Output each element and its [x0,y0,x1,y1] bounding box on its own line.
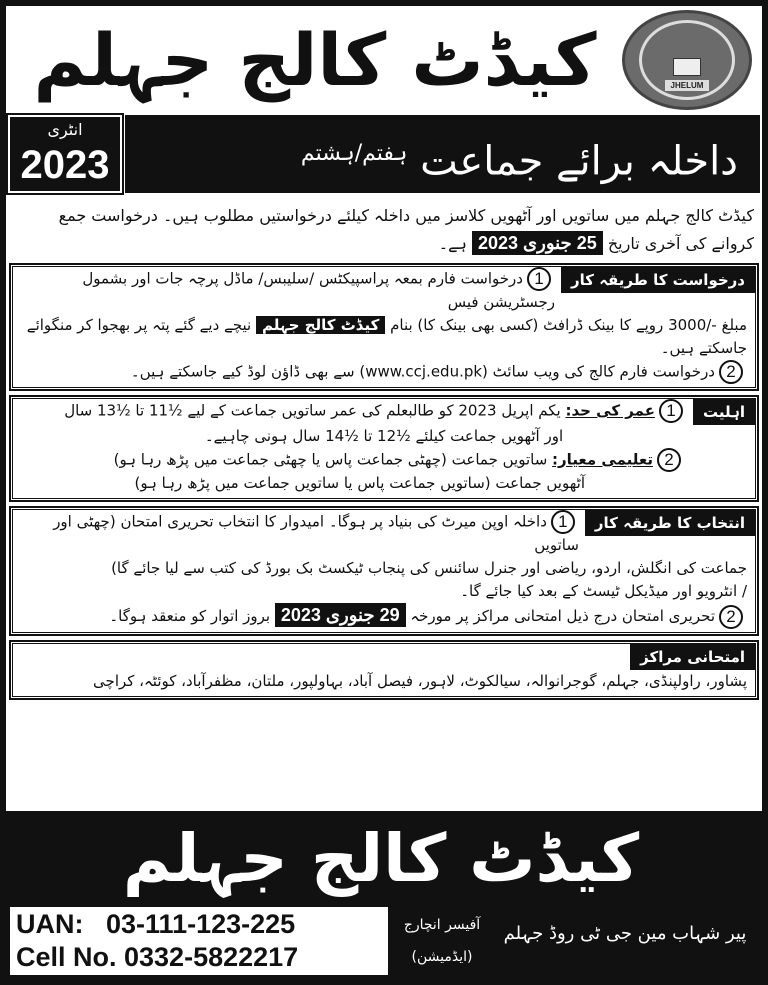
selection-item1c: / انٹرویو اور میڈیکل ٹیسٹ کے بعد کیا جائے گا۔ [460,582,747,600]
last-date-suffix: ہے۔ [438,234,467,253]
exam-centers-section [10,641,758,699]
selection-tag: انتخاب کا طریقہ کار [585,510,755,536]
age-label: عمر کی حد: [565,401,655,420]
number-1-icon: 1 [551,510,575,534]
number-2-icon: 2 [719,605,743,629]
selection-item2-suffix: بروز اتوار کو منعقد ہوگا۔ [109,607,271,625]
intro-paragraph [10,202,758,258]
content [6,196,762,811]
application-item1b: مبلغ -/3000 روپے کا بینک ڈرافٹ (کسی بھی بینک کا) بنام [390,316,747,334]
edu-text: ساتویں جماعت (چھٹی جماعت پاس یا چھٹی جماعت میں پڑھ رہا ہو) [113,450,548,469]
address: پیر شہاب مین جی ٹی روڈ جہلم [503,923,747,944]
application-item1b-suffix: نیچے دیے گئے پتہ پر بھجوا کر منگوائے جاسکتے ہیں۔ [26,316,747,357]
age-text2: اور آٹھویں جماعت کیلئے ½12 تا ½14 سال ہونی چاہیے۔ [204,427,564,445]
officer-title: آفیسر انچارج [403,917,481,933]
edu-label: تعلیمی معیار: [552,450,653,469]
college-logo [622,10,752,110]
number-1-icon: 1 [527,267,551,291]
book-icon [673,58,701,76]
officer-label [392,909,492,973]
contact-box [10,907,388,975]
uan-number: UAN: 03-111-123-225 [16,909,296,939]
entry-year: 2023 [20,143,110,187]
admission-classes: ہفتم/ہشتم [300,141,408,166]
number-2-icon: 2 [657,448,681,472]
number-1-icon: 1 [659,399,683,423]
eligibility-section [10,396,758,501]
selection-item1: داخلہ اوپن میرٹ کی بنیاد پر ہوگا۔ امیدوار کا انتخاب تحریری امتحان (چھٹی اور ساتویں [53,512,579,554]
last-date: 25 جنوری 2023 [472,231,603,255]
intro-text: کیڈٹ کالج جہلم میں ساتویں اور آٹھویں کلاسز میں داخلہ کیلئے درخواستیں مطلوب ہیں۔ درخواست جمع کروانے کی [58,206,754,253]
exam-date: 29 جنوری 2023 [275,603,406,627]
application-tag: درخواست کا طریقہ کار [561,267,755,293]
entry-year-box [8,115,122,193]
logo-text: JHELUM [670,81,704,90]
footer [6,811,762,979]
officer-sub: (ایڈمیشن) [411,949,473,965]
centers-list: پشاور، راولپنڈی، جہلم، گوجرانوالہ، سیالکوٹ، لاہور، فیصل آباد، بہاولپور، ملتان، مظفرآباد، کوئٹہ، کراچی [93,671,747,690]
edu-text2: آٹھویں جماعت (ساتویں جماعت پاس یا ساتویں جماعت میں پڑھ رہا ہو) [134,474,585,492]
payee-name: کیڈٹ کالج جہلم [256,316,385,334]
header [6,6,762,196]
entry-label: انٹری [47,120,83,139]
footer-title: کیڈٹ کالج جہلم [122,820,640,897]
number-2-icon: 2 [719,360,743,384]
application-item2: درخواست فارم کالج کی ویب سائٹ (www.ccj.edu.pk) سے بھی ڈاؤن لوڈ کیے جاسکتے ہیں۔ [130,362,715,381]
application-item1: درخواست فارم بمعہ پراسپیکٹس /سلیبس/ ماڈل پرچہ جات اور بشمول رجسٹریشن فیس [82,269,555,311]
centers-tag: امتحانی مراکز [630,644,755,670]
selection-section [10,507,758,635]
admission-heading [125,115,760,193]
college-title: کیڈٹ کالج جہلم [33,18,597,102]
eligibility-tag: اہلیت [693,399,755,425]
selection-item1b: جماعت کی انگلش، اردو، ریاضی اور جنرل سائنس کی پنجاب ٹیکسٹ بک بورڈ کی کتب سے لیا جائے گا) [111,559,747,577]
selection-item2: تحریری امتحان درج ذیل امتحانی مراکز پر مورخہ [410,607,715,625]
last-date-prefix: آخری تاریخ [607,234,681,253]
cell-number: Cell No. 0332-5822217 [16,942,299,972]
age-text: یکم اپریل 2023 کو طالبعلم کی عمر ساتویں جماعت کے لیے ½11 تا ½13 سال [64,401,561,420]
application-section [10,264,758,390]
admission-main: داخلہ برائے جماعت [420,138,738,185]
